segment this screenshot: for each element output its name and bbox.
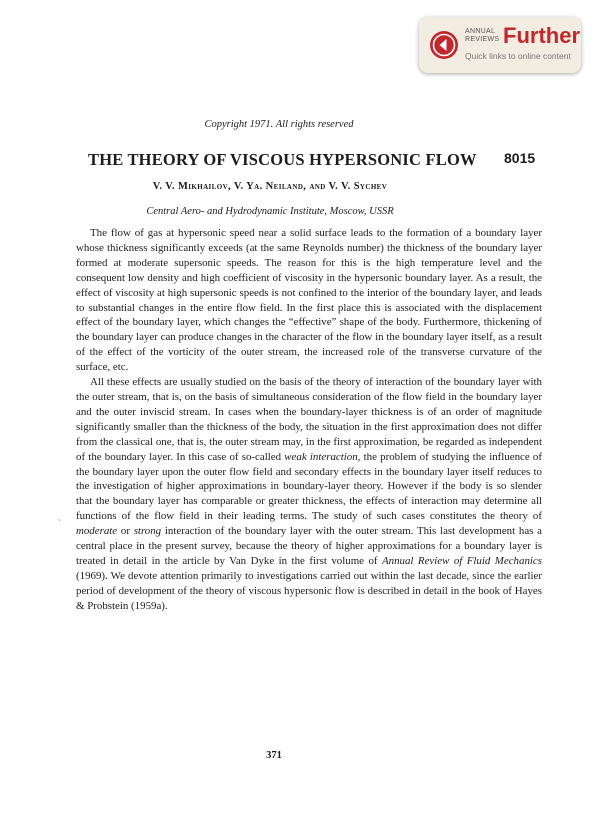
- copyright-notice: Copyright 1971. All rights reserved: [204, 119, 354, 130]
- moderate-term: moderate: [76, 525, 118, 538]
- author-affiliation: Central Aero- and Hydrodynamic Institute, Moscow, USSR: [146, 206, 394, 217]
- badge-reviews-label: REVIEWS: [465, 36, 500, 43]
- further-badge-button[interactable]: [419, 17, 581, 73]
- article-authors: V. V. Mikhailov, V. Ya. Neiland, and V. V. Sychev: [152, 181, 388, 192]
- paragraph-2: [76, 375, 542, 614]
- paragraph-2-text-a: All these effects are usually studied on the basis of the theory of interaction of the boundary layer with the outer stream, that is, on the basis of simultaneous consideration of the flow field in the boundary layer and the outer inviscid stream. In cases when the boundary-layer thickness is of an order of magnitude significantly smaller than the thickness of the body, the situation in the first approximation does not differ from the classical one, that is, the outer stream may, in the first approximation, be regarded as independent of the boundary layer. In this case of so-called: [76, 376, 542, 463]
- article-code-number: 8015: [504, 150, 536, 166]
- paragraph-2-text-b: , the problem of studying the influence of the boundary layer upon the outer flow field and secondary effects in the boundary layer itself reduces to the investigation of higher approximations in boundary-layer theory. However if the body is so slender that the boundary layer has comparable or greater thickness, the effects of interaction may determine all functions of the flow field in their leading terms. The study of such cases constitutes the theory of: [76, 450, 542, 523]
- paragraph-2-text-c: interaction of the boundary layer with the outer stream. This last development has a central place in the present survey, because the theory of higher approximations for a boundary layer is treated in detail in the article by Van Dyke in the first volume of: [76, 525, 542, 567]
- annual-reviews-logo-text: [465, 28, 499, 44]
- paragraph-2-text-d: (1969). We devote attention primarily to investigations carried out within the last decade, since the earlier period of development of the theory of viscous hypersonic flow is described in detail in the book of Hayes & Probstein (1959a).: [76, 569, 542, 612]
- paragraph-1: The flow of gas at hypersonic speed near a solid surface leads to the formation of a boundary layer whose thickness significantly exceeds (at the same Reynolds number) the thickness of the boundary layer formed at moderate supersonic speeds. The reason for this is the high temperature level and the consequent low density and high coefficient of viscosity in the hypersonic boundary layer. As a result, the effect of viscosity at high supersonic speeds is not confined to the interior of the boundary layer, and leads to substantial changes in the entire flow field. In the first place this is associated with the displacement effect of the boundary layer, which changes the “effective” shape of the body. Furthermore, thickening of the boundary layer can produce changes in the character of the flow in the boundary layer itself, as a result of the effect of the vorticity of the outer stream, the increased role of the transverse curvature of the surface, etc.: [76, 227, 542, 374]
- badge-annual-label: ANNUAL: [465, 28, 496, 35]
- badge-quick-links-label: Quick links to online content: [465, 51, 571, 61]
- paragraph-2-or: or: [117, 525, 134, 538]
- page-number: 371: [266, 750, 282, 761]
- article-body: [76, 226, 542, 614]
- strong-term: strong: [133, 525, 162, 538]
- journal-citation: Annual Review of Fluid Mechanics: [382, 554, 542, 567]
- weak-interaction-term: weak interaction: [284, 450, 358, 463]
- badge-further-label: Further: [503, 23, 580, 48]
- article-title: THE THEORY OF VISCOUS HYPERSONIC FLOW: [88, 150, 477, 169]
- further-arrow-icon: [429, 30, 459, 60]
- margin-mark: ˎ: [58, 511, 61, 521]
